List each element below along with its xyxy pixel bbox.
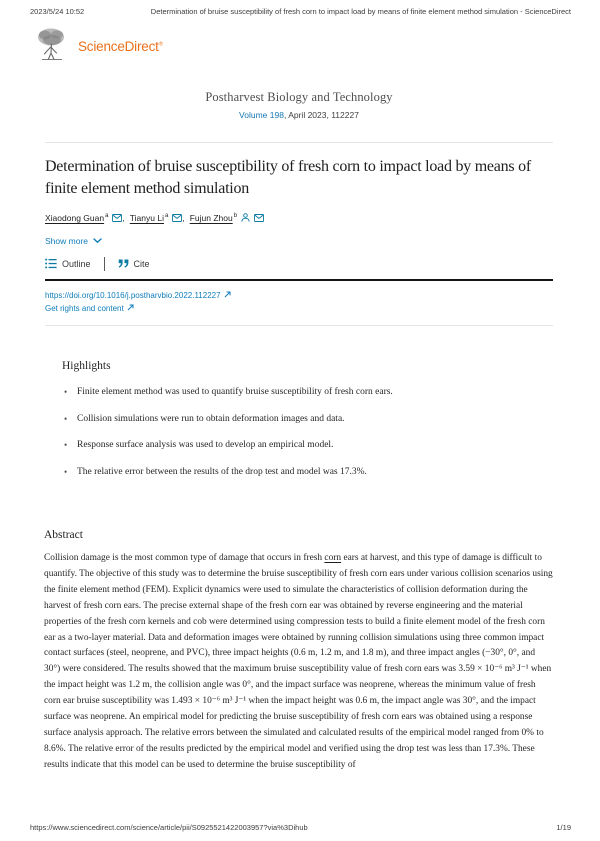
article-title: Determination of bruise susceptibility of fresh corn to impact load by means of finite element method simulation: [45, 158, 531, 197]
print-header: [30, 7, 571, 16]
highlight-item: • The relative error between the results of the drop test and model was 17.3%.: [64, 465, 436, 480]
highlights-section: [45, 360, 553, 479]
trademark-symbol: ®: [158, 41, 163, 47]
journal-banner: [45, 90, 553, 120]
article-toolbar: [45, 257, 553, 281]
rights-label: Get rights and content: [45, 304, 124, 313]
abstract-heading: Abstract: [44, 529, 83, 541]
author-list: [45, 213, 553, 223]
outline-list-icon: [45, 258, 57, 271]
cite-label: Cite: [133, 259, 150, 269]
journal-issue-line: [45, 110, 553, 120]
sciencedirect-logo[interactable]: [33, 28, 553, 64]
abstract-section: [44, 529, 553, 774]
print-source-url: https://www.sciencedirect.com/science/article/pii/S0925521422003957?via%3Dihub: [30, 823, 308, 832]
highlights-heading: Highlights: [62, 360, 111, 372]
abstract-segment: ears at harvest, and this type of damage is difficult to quantify. The objective of this study was to determine the bruise susceptibility of fresh corn ears under various collision scenarios using the finite element method (FEM). Explicit dynamics were used to simulate the characteristics of collision deformation during the harvest of fresh corn ears. The precise external shape of the fresh corn ear was obtained by reverse engineering and the material properties of the fresh corn kernels and cob were determined using compression tests to build a finite element model of the fresh corn ear as a two-layer material. Data and deformation images were obtained by running collision simulations using three common impact contact surfaces (steel, neoprene, and PVC), three impact heights (0.6 m, 1.2 m, and 1.8 m), and three impact angles (−30°, 0°, and 30°) were considered. The results showed that the maximum bruise susceptibility value of fresh corn ears was 3.59 × 10⁻⁶ m³ J⁻¹ when the impact height was 1.2 m, the collision angle was 0°, and the impact surface was neoprene, whereas the minimum value of fresh corn ear bruise susceptibility was 1.493 × 10⁻⁶ m³ J⁻¹ when the impact height was 0.6 m, the impact angle was 30°, and the impact surface was neoprene. An empirical model for predicting the bruise susceptibility of fresh corn ears was obtained using a response surface analysis approach. The relative errors between the simulated and calculated results of the empirical model ranged from 0% to 8.6%. The relative error of the results predicted by the empirical model and verified using the drop test was less than 17.3%. These results indicate that this model can be used to determine the bruise susceptibility of: [44, 553, 553, 770]
header-divider: [45, 142, 553, 143]
rights-link[interactable]: [45, 304, 553, 313]
toolbar-divider: [104, 257, 105, 271]
person-icon[interactable]: [237, 213, 250, 223]
mail-icon[interactable]: [168, 213, 185, 223]
print-timestamp: 2023/5/24 10:52: [30, 7, 85, 16]
chevron-down-icon: [93, 236, 102, 246]
show-more-button[interactable]: [45, 236, 553, 246]
doi-link[interactable]: [45, 291, 553, 300]
author-separator: ,: [122, 213, 125, 223]
corn-topic-link[interactable]: corn: [324, 553, 342, 563]
author-link-1[interactable]: Xiaodong Guan$^a$: [45, 213, 109, 223]
abstract-text: [44, 551, 553, 774]
highlights-list: [62, 385, 436, 479]
external-link-icon: [224, 291, 231, 300]
mail-icon[interactable]: [108, 213, 125, 223]
show-more-label: Show more: [45, 236, 88, 246]
doi-url: https://doi.org/10.1016/j.postharvbio.2022.112227: [45, 291, 221, 300]
highlight-item: • Collision simulations were run to obtain deformation images and data.: [64, 412, 436, 427]
author-separator: ,: [182, 213, 185, 223]
author-link-3[interactable]: Fujun Zhou$^b$: [189, 213, 238, 223]
external-link-icon: [127, 304, 134, 313]
quote-cite-icon: [118, 259, 129, 270]
outline-button[interactable]: [45, 258, 91, 271]
section-divider: [45, 325, 553, 326]
elsevier-tree-icon: [33, 27, 71, 66]
print-page-number: 1/19: [556, 823, 571, 832]
abstract-segment: Collision damage is the most common type of damage that occurs in fresh: [44, 553, 325, 563]
issue-info: , April 2023, 112227: [283, 110, 359, 120]
brand-wordmark: ScienceDirect®: [78, 38, 163, 54]
print-document-title: Determination of bruise susceptibility of fresh corn to impact load by means of finite element method simulation - ScienceDirect: [150, 7, 571, 16]
mail-icon[interactable]: [250, 213, 264, 223]
outline-label: Outline: [62, 259, 91, 269]
volume-link[interactable]: Volume 198: [239, 110, 284, 120]
journal-title-link[interactable]: Postharvest Biology and Technology: [205, 90, 393, 104]
highlight-item: • Finite element method was used to quantify bruise susceptibility of fresh corn ears.: [64, 385, 436, 400]
author-link-2[interactable]: Tianyu Li$^a$: [129, 213, 169, 223]
print-footer: [30, 823, 571, 832]
highlight-item: • Response surface analysis was used to develop an empirical model.: [64, 438, 436, 453]
cite-button[interactable]: [118, 259, 150, 270]
